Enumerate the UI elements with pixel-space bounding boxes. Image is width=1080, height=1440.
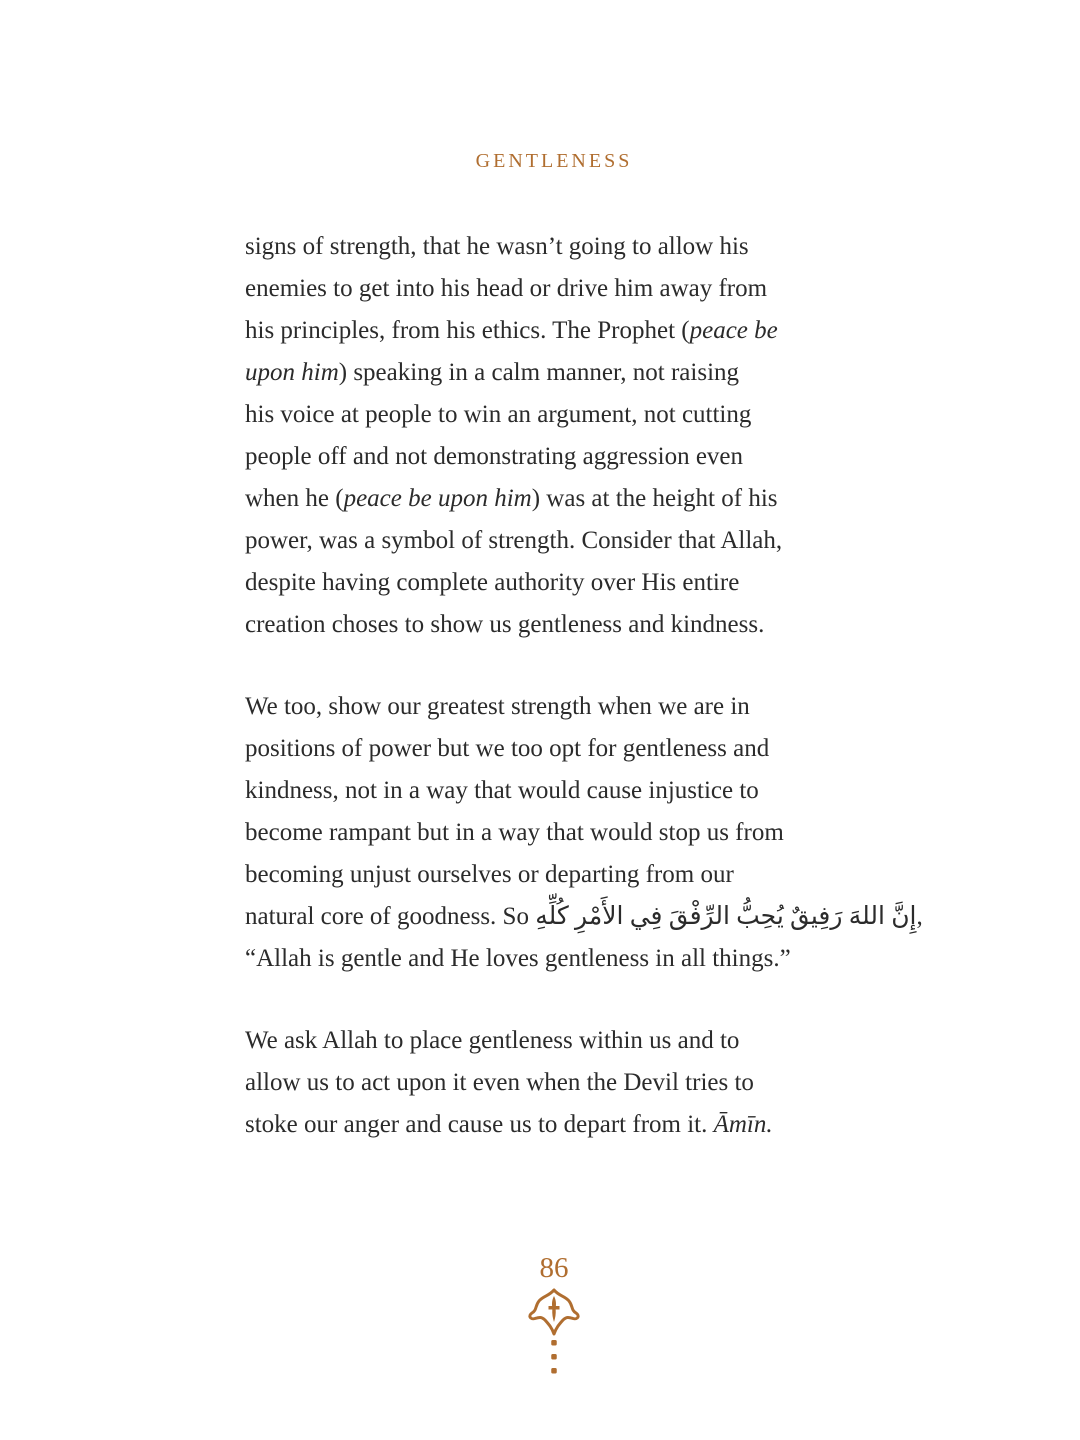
text-line: creation choses to show us gentleness and kindness. [245,611,765,638]
text-line: enemies to get into his head or drive him away from [245,275,768,302]
page-footer [244,1252,864,1374]
paragraph [245,686,923,980]
paragraph [245,226,885,646]
text-line: people off and not demonstrating aggression even [245,443,744,470]
running-header: GENTLENESS [475,150,633,172]
text-block [245,226,923,1146]
lotus-finial-icon [524,1286,584,1374]
text-line: kindness, not in a way that would cause injustice to [245,777,759,804]
text-line: allow us to act upon it even when the Devil tries to [245,1069,754,1096]
text-line: signs of strength, that he wasn’t going to allow his [245,233,749,260]
text-line: upon him) speaking in a calm manner, not raising [245,359,740,386]
text-line: We ask Allah to place gentleness within us and to [245,1027,740,1054]
text-line: when he (peace be upon him) was at the height of his [245,485,778,512]
text-line: his voice at people to win an argument, not cutting [245,401,752,428]
text-line: power, was a symbol of strength. Consider that Allah, [245,527,783,554]
ornament-dot [551,1368,557,1374]
paragraph [245,1020,885,1146]
text-line: natural core of goodness. So إِنَّ اللهَ رَفِيقٌ يُحِبُّ الرِّفْقَ فِي الأَمْرِ كُلِّهِ, [245,903,923,930]
lotus-inner-dagger [549,1296,560,1322]
text-line: become rampant but in a way that would stop us from [245,819,784,846]
text-line: despite having complete authority over His entire [245,569,740,596]
ornament-dot [551,1340,557,1346]
text-line: his principles, from his ethics. The Prophet (peace be [245,317,778,344]
text-line: becoming unjust ourselves or departing from our [245,861,734,888]
text-line: We too, show our greatest strength when we are in [245,693,750,720]
ornament-dot [551,1354,557,1360]
page-number: 86 [539,1252,569,1284]
text-line: positions of power but we too opt for gentleness and [245,735,770,762]
text-line: stoke our anger and cause us to depart from it. Āmīn. [245,1111,773,1138]
text-line: “Allah is gentle and He loves gentleness in all things.” [245,945,791,972]
